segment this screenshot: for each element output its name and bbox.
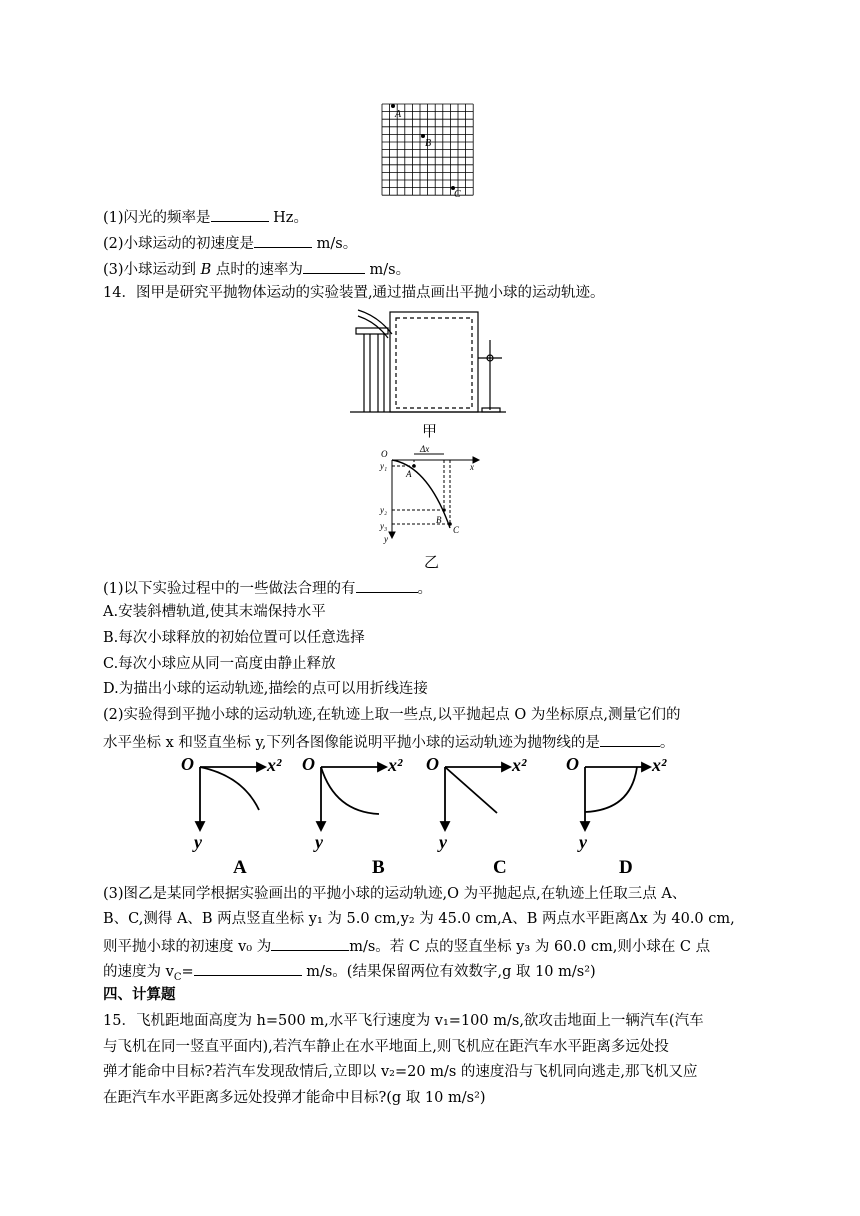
point-a (391, 104, 395, 108)
y1-label: y₁ (380, 461, 388, 471)
graph-d-origin: O (566, 754, 579, 774)
answer-blank (254, 233, 312, 248)
answer-blank (356, 578, 418, 593)
q13-part3-text: (3)小球运动到 (103, 262, 201, 278)
label-c: C (454, 189, 461, 200)
y2-label: y₂ (380, 505, 388, 515)
apparatus-figure (350, 304, 510, 416)
option-c: C.每次小球应从同一高度由静止释放 (103, 656, 336, 672)
graph-b-y: y (315, 832, 323, 852)
q13-part3-mid: 点时的速率为 (211, 262, 303, 278)
q14-part2-line2 (103, 732, 674, 752)
graph-c-origin: O (426, 754, 439, 774)
figure-yi-caption: 乙 (424, 553, 440, 571)
graph-b-x: x² (388, 755, 403, 775)
graph-b-origin: O (302, 754, 315, 774)
q14-part3-line1: (3)图乙是某同学根据实验画出的平抛小球的运动轨迹,O 为平抛起点,在轨迹上任取三点 A、 (103, 886, 687, 902)
answer-blank (194, 961, 302, 976)
q13-part2 (103, 233, 357, 253)
unit-text: m/s。 (312, 236, 358, 252)
unit-text: Hz。 (268, 210, 308, 226)
q15-line3: 弹才能命中目标?若汽车发现敌情后,立即以 v₂=20 m/s 的速度沿与飞机同向逃走,那飞机又应 (103, 1064, 698, 1080)
graph-d-x: x² (652, 755, 667, 775)
section-heading: 四、计算题 (103, 987, 176, 1003)
answer-blank (211, 207, 269, 222)
subscript-c: C (173, 971, 182, 983)
point-a-label: A (406, 469, 412, 479)
graph-options (175, 754, 715, 880)
graph-a-origin: O (181, 754, 194, 774)
origin-label: O (381, 449, 388, 459)
q14-part3-text-c: m/s。(结果保留两位有效数字,g 取 10 m/s²) (301, 964, 596, 980)
answer-blank (271, 936, 349, 951)
graph-c-x: x² (512, 755, 527, 775)
end-mark: 。 (659, 735, 675, 751)
graph-d-label: D (619, 857, 633, 878)
y3-label: y₃ (380, 521, 388, 531)
q14-part3-text: 则平抛小球的初速度 v₀ 为 (103, 939, 272, 955)
y-axis-label: y (384, 534, 388, 544)
graph-a-label: A (233, 857, 247, 878)
graph-b-label: B (372, 857, 385, 878)
q15-line4: 在距汽车水平距离多远处投弹才能命中目标?(g 取 10 m/s²) (103, 1090, 486, 1106)
q14-part3-velocity-text: 的速度为 v (103, 964, 174, 980)
label-b: B (425, 138, 432, 149)
answer-blank (600, 732, 660, 747)
q13-part3 (103, 259, 410, 279)
q13-part2-text: (2)小球运动的初速度是 (103, 236, 255, 252)
option-d: D.为描出小球的运动轨迹,描绘的点可以用折线连接 (103, 681, 428, 697)
q14-part3-line4 (103, 961, 596, 987)
option-b: B.每次小球释放的初始位置可以任意选择 (103, 630, 365, 646)
q14-part3-line3 (103, 936, 710, 956)
x-axis-label: x (470, 462, 474, 472)
q14-part3-line2: B、C,测得 A、B 两点竖直坐标 y₁ 为 5.0 cm,y₂ 为 45.0 cm,A、B 两点水平距离Δx 为 40.0 cm, (103, 911, 735, 927)
graph-a-x: x² (267, 755, 282, 775)
answer-blank (303, 259, 365, 274)
q14-part2-line1: (2)实验得到平抛小球的运动轨迹,在轨迹上取一些点,以平抛起点 O 为坐标原点,测量它们的 (103, 707, 681, 723)
q14-part1-text: (1)以下实验过程中的一些做法合理的有 (103, 581, 356, 597)
graph-c-y: y (439, 832, 447, 852)
graph-d-y: y (579, 832, 587, 852)
dx-label: Δx (420, 444, 430, 454)
point-b-ref: B (200, 262, 212, 278)
trajectory-figure (378, 444, 483, 544)
q14-stem: 14．图甲是研究平抛物体运动的实验装置,通过描点画出平抛小球的运动轨迹。 (103, 285, 605, 301)
q15-line2: 与飞机在同一竖直平面内),若汽车静止在水平地面上,则飞机应在距汽车水平距离多远处投 (103, 1039, 669, 1055)
figure-jia-caption: 甲 (422, 422, 438, 440)
equals-sign: = (181, 964, 194, 980)
q14-part1 (103, 578, 432, 598)
label-a: A (395, 109, 402, 120)
point-b-label: B (436, 515, 442, 525)
grid-figure (380, 102, 476, 200)
q13-part1 (103, 207, 308, 227)
q14-part2-text: 水平坐标 x 和竖直坐标 y,下列各图像能说明平抛小球的运动轨迹为抛物线的是 (103, 735, 600, 751)
point-c-label: C (453, 525, 460, 535)
unit-text: m/s。 (364, 262, 411, 278)
option-a: A.安装斜槽轨道,使其末端保持水平 (103, 604, 326, 620)
q15-line1: 15．飞机距地面高度为 h=500 m,水平飞行速度为 v₁=100 m/s,欲攻击地面上一辆汽车(汽车 (103, 1013, 704, 1029)
graph-a-y: y (194, 832, 202, 852)
q13-part1-text: (1)闪光的频率是 (103, 210, 211, 226)
graph-c-label: C (493, 857, 507, 878)
end-mark: 。 (417, 581, 433, 597)
q14-part3-text-b: m/s。若 C 点的竖直坐标 y₃ 为 60.0 cm,则小球在 C 点 (349, 939, 711, 955)
